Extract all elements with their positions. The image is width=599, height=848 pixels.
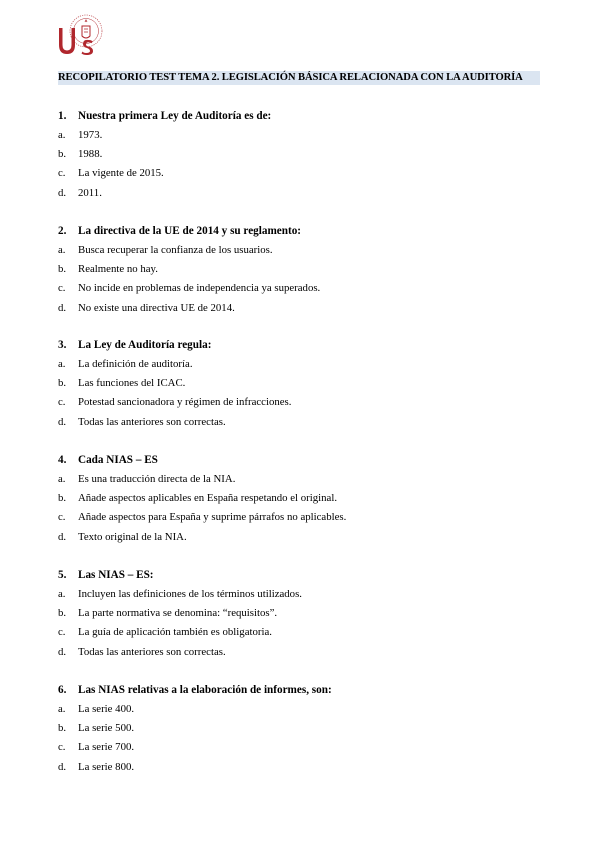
- option-letter: c.: [58, 511, 66, 524]
- option-a: [58, 470, 558, 489]
- option-letter: a.: [58, 703, 66, 715]
- option-letter: b.: [58, 722, 67, 735]
- option-letter: d.: [58, 186, 67, 199]
- question-number: 4.: [58, 454, 67, 466]
- question-4: [58, 450, 558, 547]
- option-c: [58, 623, 558, 642]
- question-number: 3.: [58, 339, 67, 351]
- option-a: [58, 126, 558, 145]
- option-text: La serie 400.: [78, 703, 135, 715]
- question-text: Nuestra primera Ley de Auditoría es de:: [78, 110, 272, 122]
- option-d: [58, 299, 558, 318]
- option-text: La guía de aplicación también es obligatoria.: [78, 626, 272, 639]
- question-text: La directiva de la UE de 2014 y su reglamento:: [78, 225, 302, 237]
- option-letter: b.: [58, 492, 67, 505]
- question-text: Cada NIAS – ES: [78, 454, 158, 466]
- option-c: [58, 508, 558, 527]
- option-b: [58, 374, 558, 393]
- university-logo: [55, 12, 107, 56]
- option-b: [58, 604, 558, 623]
- document-title: RECOPILATORIO TEST TEMA 2. LEGISLACIÓN BÁSICA RELACIONADA CON LA AUDITORÍA: [58, 71, 540, 85]
- option-text: Todas las anteriores son correctas.: [78, 645, 226, 658]
- question-heading: [58, 450, 558, 470]
- option-text: Busca recuperar la confianza de los usuarios.: [78, 244, 273, 256]
- option-b: [58, 145, 558, 164]
- question-number: 5.: [58, 569, 67, 581]
- option-letter: c.: [58, 396, 66, 409]
- question-text: La Ley de Auditoría regula:: [78, 339, 212, 351]
- option-b: [58, 260, 558, 279]
- option-letter: b.: [58, 607, 67, 620]
- option-text: Añade aspectos aplicables en España respetando el original.: [78, 492, 338, 505]
- option-text: Añade aspectos para España y suprime párrafos no aplicables.: [78, 511, 347, 524]
- question-heading: [58, 680, 558, 700]
- question-heading: [58, 106, 558, 126]
- option-text: Incluyen las definiciones de los términos utilizados.: [78, 588, 302, 600]
- option-text: La vigente de 2015.: [78, 167, 164, 180]
- option-d: [58, 413, 558, 432]
- option-text: Texto original de la NIA.: [78, 530, 187, 543]
- option-text: La serie 800.: [78, 760, 135, 773]
- option-text: La serie 500.: [78, 722, 135, 735]
- option-text: Las funciones del ICAC.: [78, 377, 186, 390]
- option-letter: c.: [58, 626, 66, 639]
- question-5: [58, 565, 558, 662]
- option-text: Es una traducción directa de la NIA.: [78, 473, 236, 485]
- question-text: Las NIAS – ES:: [78, 569, 154, 581]
- question-heading: [58, 565, 558, 585]
- question-3: [58, 335, 558, 432]
- option-text: 1973.: [78, 129, 103, 141]
- option-c: [58, 393, 558, 412]
- option-letter: b.: [58, 377, 67, 390]
- question-6: [58, 680, 558, 777]
- question-text: Las NIAS relativas a la elaboración de informes, son:: [78, 684, 332, 696]
- question-heading: [58, 221, 558, 241]
- option-text: 2011.: [78, 186, 102, 199]
- option-letter: c.: [58, 741, 66, 754]
- question-2: [58, 221, 558, 318]
- question-number: 6.: [58, 684, 67, 696]
- option-a: [58, 355, 558, 374]
- option-text: Potestad sancionadora y régimen de infracciones.: [78, 396, 292, 409]
- option-c: [58, 279, 558, 298]
- question-number: 1.: [58, 110, 67, 122]
- option-d: [58, 528, 558, 547]
- option-letter: a.: [58, 358, 66, 370]
- option-letter: d.: [58, 760, 67, 773]
- option-text: La definición de auditoría.: [78, 358, 193, 370]
- option-text: Todas las anteriores son correctas.: [78, 415, 226, 428]
- option-a: [58, 585, 558, 604]
- option-d: [58, 643, 558, 662]
- university-of-seville-logo-icon: [55, 12, 107, 56]
- option-a: [58, 241, 558, 260]
- option-letter: a.: [58, 473, 66, 485]
- option-letter: b.: [58, 148, 67, 161]
- question-1: [58, 106, 558, 203]
- option-letter: d.: [58, 415, 67, 428]
- option-letter: d.: [58, 530, 67, 543]
- option-text: La serie 700.: [78, 741, 135, 754]
- option-letter: c.: [58, 167, 66, 180]
- question-heading: [58, 335, 558, 355]
- option-d: [58, 758, 558, 777]
- option-b: [58, 489, 558, 508]
- option-d: [58, 184, 558, 203]
- option-letter: d.: [58, 301, 67, 314]
- option-letter: c.: [58, 282, 66, 295]
- option-text: Realmente no hay.: [78, 263, 158, 276]
- option-text: La parte normativa se denomina: “requisitos”.: [78, 607, 278, 620]
- option-letter: a.: [58, 129, 66, 141]
- option-letter: d.: [58, 645, 67, 658]
- option-b: [58, 719, 558, 738]
- option-c: [58, 738, 558, 757]
- option-a: [58, 700, 558, 719]
- option-letter: b.: [58, 263, 67, 276]
- question-number: 2.: [58, 225, 67, 237]
- option-letter: a.: [58, 588, 66, 600]
- option-text: No incide en problemas de independencia ya superados.: [78, 282, 321, 295]
- option-c: [58, 164, 558, 183]
- option-text: 1988.: [78, 148, 103, 161]
- option-text: No existe una directiva UE de 2014.: [78, 301, 235, 314]
- option-letter: a.: [58, 244, 66, 256]
